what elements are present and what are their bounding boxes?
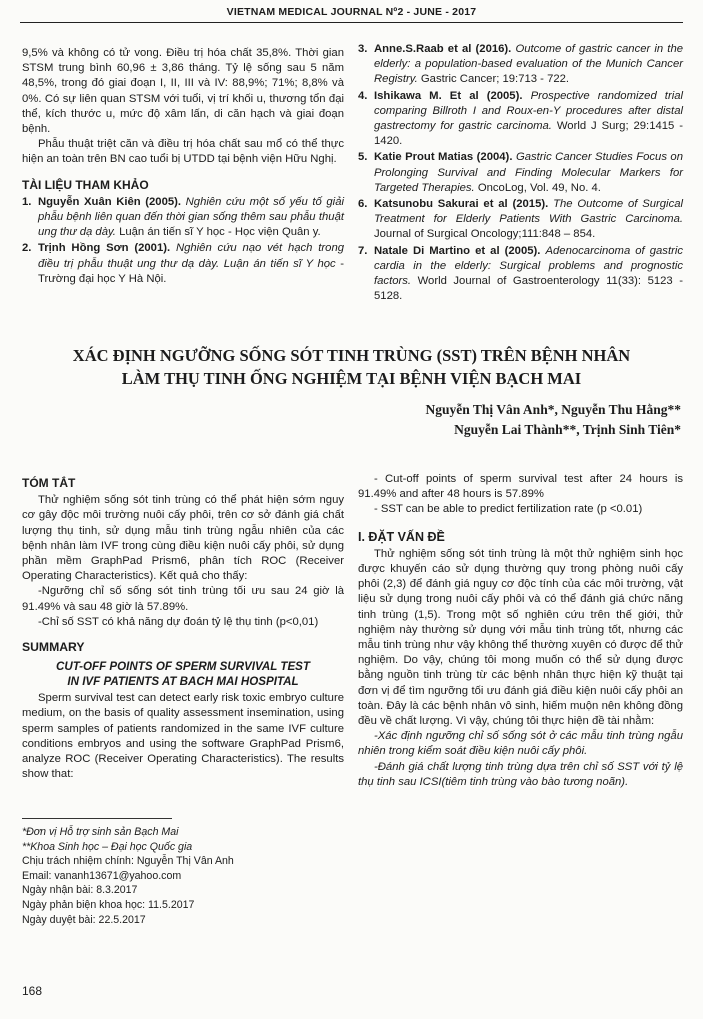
study-aim: -Đánh giá chất lượng tinh trùng dựa trên chỉ số SST với tỷ lệ thụ tinh sau ICSI(tiêm tinh trùng vào bào tương noãn).: [358, 760, 683, 788]
reference-title: Prospective randomized trial comparing Billroth I and Roux-en-Y procedures after distal gastrectomy for gastric carcinoma.: [374, 89, 684, 133]
header-rule: [20, 22, 683, 23]
footnote-rule: [22, 818, 172, 819]
summary-title-line: IN IVF PATIENTS AT BACH MAI HOSPITAL: [67, 675, 299, 689]
reference-author: Nguyễn Xuân Kiên (2005).: [38, 195, 182, 208]
article-authors: [426, 400, 681, 440]
accepted-date: Ngày duyệt bài: 22.5.2017: [22, 913, 146, 926]
corresponding-author: Chịu trách nhiệm chính: Nguyễn Thị Vân Anh: [22, 855, 234, 868]
reference-item: [358, 197, 683, 243]
running-header: VIETNAM MEDICAL JOURNAL Nº2 - JUNE - 2017: [226, 6, 477, 18]
reference-item: [358, 42, 683, 88]
reference-number: 3.: [358, 43, 368, 55]
summary-title-line: CUT-OFF POINTS OF SPERM SURVIVAL TEST: [55, 660, 310, 674]
affiliation-note: **Khoa Sinh học – Đại học Quốc gia: [22, 840, 193, 853]
study-aim: -Xác định ngưỡng chỉ số sống sót ở các mẫu tinh trùng ngẫu nhiên trong kiểm soát điều kiện nuôi cấy phôi.: [358, 730, 683, 758]
affiliation-note: *Đơn vị Hỗ trợ sinh sản Bạch Mai: [22, 826, 179, 838]
reference-title: Nghiên cứu nạo vét hạch trong điều trị phẫu thuật ung thư dạ dày. Luận án tiến sĩ Y học: [38, 242, 345, 270]
prev-article-paragraph: 9,5% và không có tử vong. Điều trị hóa chất 35,8%. Thời gian STSM trung bình 60,96 ± 3,86 tháng. Tỷ lệ sống sau 5 năm 48,5%, trong đó giai đoạn I, II, III và IV: 88,9%; 71%; 8,8% và 0%. Có sự liên quan STSM với tuổi, vị trí khối u, thương tổn đại thể, kích thước u, mức độ xâm lấn, di căn hạch và giai đoạn bệnh.: [22, 47, 344, 136]
introduction-paragraph: Thử nghiệm sống sót tinh trùng là một thử nghiệm sinh học được khuyến cáo sử dụng thường quy trong phòng nuôi cấy phôi (2,3) để đánh giá nguy cơ độc tính của các môi trường, vật liệu sử dụng trong nuôi cấy phôi và có thể đánh giá chức năng tinh trùng (1,5). Trong một số nghiên cứu trên thế giới, thử nghiệm này thường sử dụng với mẫu tinh trùng tốt, nhưng các mẫu tinh trùng như vậy không thể thường xuyên có được để thử nghiệm. Do vậy, chúng tôi mong muốn có thể sử dụng được bằng nguồn tinh trùng từ các bệnh nhân thực hiện kỹ thuật tại đơn vị để tìm ngưỡng tối ưu đánh giá điều kiện nuôi cấy phôi an toàn. Đây là các bệnh nhân vô sinh, hiếm muộn nên không đồng đều về chất lượng. Vì vậy, chúng tôi thực hiện đề tài nhằm:: [358, 547, 683, 728]
reference-item: [22, 195, 344, 241]
introduction-heading: I. ĐẶT VẤN ĐỀ: [358, 529, 445, 544]
reference-author: Ishikawa M. Et al (2005).: [374, 89, 523, 102]
reference-source: OncoLog, Vol. 49, No. 4.: [477, 181, 601, 194]
authors-line: Nguyễn Thị Vân Anh*, Nguyễn Thu Hằng**: [425, 402, 681, 417]
reference-number: 4.: [358, 89, 368, 102]
reference-number: 1.: [22, 195, 32, 208]
reference-title: Outcome of gastric cancer in the elderly: a population-based evaluation of the Munich Cancer Registry.: [374, 43, 684, 86]
reference-item: [358, 89, 683, 150]
reference-number: 6.: [358, 198, 368, 211]
reference-author: Trịnh Hồng Sơn (2001).: [38, 242, 171, 255]
received-date: Ngày nhận bài: 8.3.2017: [22, 884, 138, 897]
reference-author: Katsunobu Sakurai et al (2015).: [374, 198, 549, 211]
references-list-right: [358, 42, 683, 304]
abstract-result: -Chỉ số SST có khả năng dự đoán tỷ lệ thụ tinh (p<0,01): [38, 615, 319, 628]
reference-source: Journal of Surgical Oncology;111:848 – 854.: [374, 228, 596, 241]
abstract-result: -Ngưỡng chỉ số sống sót tinh trùng tối ưu sau 24 giờ là 91.49% và sau 48 giờ là 57.89%.: [22, 585, 344, 613]
reference-author: Natale Di Martino et al (2005).: [374, 244, 541, 257]
summary-result: - Cut-off points of sperm survival test after 24 hours is 91.49% and after 48 hours is 57.89%: [358, 473, 683, 501]
reference-number: 7.: [358, 244, 368, 257]
summary-result: - SST can be able to predict fertilization rate (p <0.01): [374, 503, 643, 516]
reference-source: Luận án tiến sĩ Y học - Học viện Quân y.: [119, 226, 321, 239]
article-title: [18, 344, 685, 390]
reference-item: [358, 244, 683, 305]
footnotes: [22, 818, 352, 927]
reference-source: Gastric Cancer; 19:713 - 722.: [420, 73, 570, 86]
reference-author: Anne.S.Raab et al (2016).: [374, 43, 512, 55]
article-title-line: LÀM THỤ TINH ỐNG NGHIỆM TẠI BỆNH VIỆN BẠCH MAI: [121, 369, 582, 388]
author-email: Email: vananh13671@yahoo.com: [22, 869, 182, 882]
reference-title: Nghiên cứu một số yếu tố giải phẫu bệnh liên quan đến thời gian sống thêm sau phẫu thuật ung thư dạ dày.: [38, 195, 344, 239]
reference-source: - Trường đại học Y Hà Nội.: [38, 257, 345, 285]
authors-line: Nguyễn Lai Thành**, Trịnh Sinh Tiên*: [454, 422, 681, 437]
summary-title: [22, 659, 344, 689]
article-right-column: [358, 472, 683, 790]
summary-paragraph: Sperm survival test can detect early risk toxic embryo culture medium, on the basis of quality assessment insemination, using sperm samples of patients randomized in the same IVF culture conditions embryos and using the software GraphPad Prism6, analyze ROC (Receiver Operating Characteristics). The results show that:: [22, 692, 344, 781]
prev-article-conclusion: Phẫu thuật triệt căn và điều trị hóa chất sau mổ có thể thực hiện an toàn trên BN cao tuổi bị UTDD tại bệnh viện Hữu Nghị.: [22, 138, 344, 166]
reference-number: 2.: [22, 242, 32, 255]
abstract-paragraph: Thử nghiệm sống sót tinh trùng có thể phát hiện sớm nguy cơ gây độc môi trường nuôi cấy phôi, trên cơ sở đánh giá chất lượng thụ tinh, sử dụng mẫu tinh trùng ngẫu nhiên của các bệnh nhân làm IVF trong cùng điều kiện nuôi cấy phôi, sử dụng phần mềm GraphPad Prism6, phân tích ROC (Receiver Operating Characteristics). Kết quả cho thấy:: [22, 494, 344, 583]
references-list-left: [22, 195, 344, 287]
prev-article-right-column: [358, 42, 683, 305]
references-heading: TÀI LIỆU THAM KHẢO: [22, 177, 149, 192]
reference-title: Gastric Cancer Studies Focus on Prolonging Survival and Finding Molecular Markers for Targeted Therapies.: [374, 151, 683, 194]
review-date: Ngày phản biện khoa học: 11.5.2017: [22, 898, 195, 911]
article-left-column: [22, 476, 344, 782]
reference-source: World Journal of Gastroenterology 11(33): 5123 - 5128.: [374, 275, 684, 303]
reference-number: 5.: [358, 151, 368, 164]
reference-item: [22, 241, 344, 287]
prev-article-left-column: [22, 46, 344, 288]
page-number: 168: [22, 984, 43, 998]
article-title-line: XÁC ĐỊNH NGƯỠNG SỐNG SÓT TINH TRÙNG (SST) TRÊN BỆNH NHÂN: [72, 346, 631, 365]
reference-author: Katie Prout Matias (2004).: [374, 151, 513, 164]
reference-item: [358, 150, 683, 196]
summary-heading: SUMMARY: [22, 640, 85, 655]
abstract-heading: TÓM TẮT: [22, 476, 76, 490]
reference-source: World J Surg; 29:1415 - 1420.: [374, 120, 683, 148]
reference-title: Adenocarcinoma of gastric cardia in the elderly: Surgical problems and prognostic factors.: [374, 244, 684, 288]
reference-title: The Outcome of Surgical Treatment for Elderly Patients With Gastric Carcinoma.: [374, 198, 684, 226]
